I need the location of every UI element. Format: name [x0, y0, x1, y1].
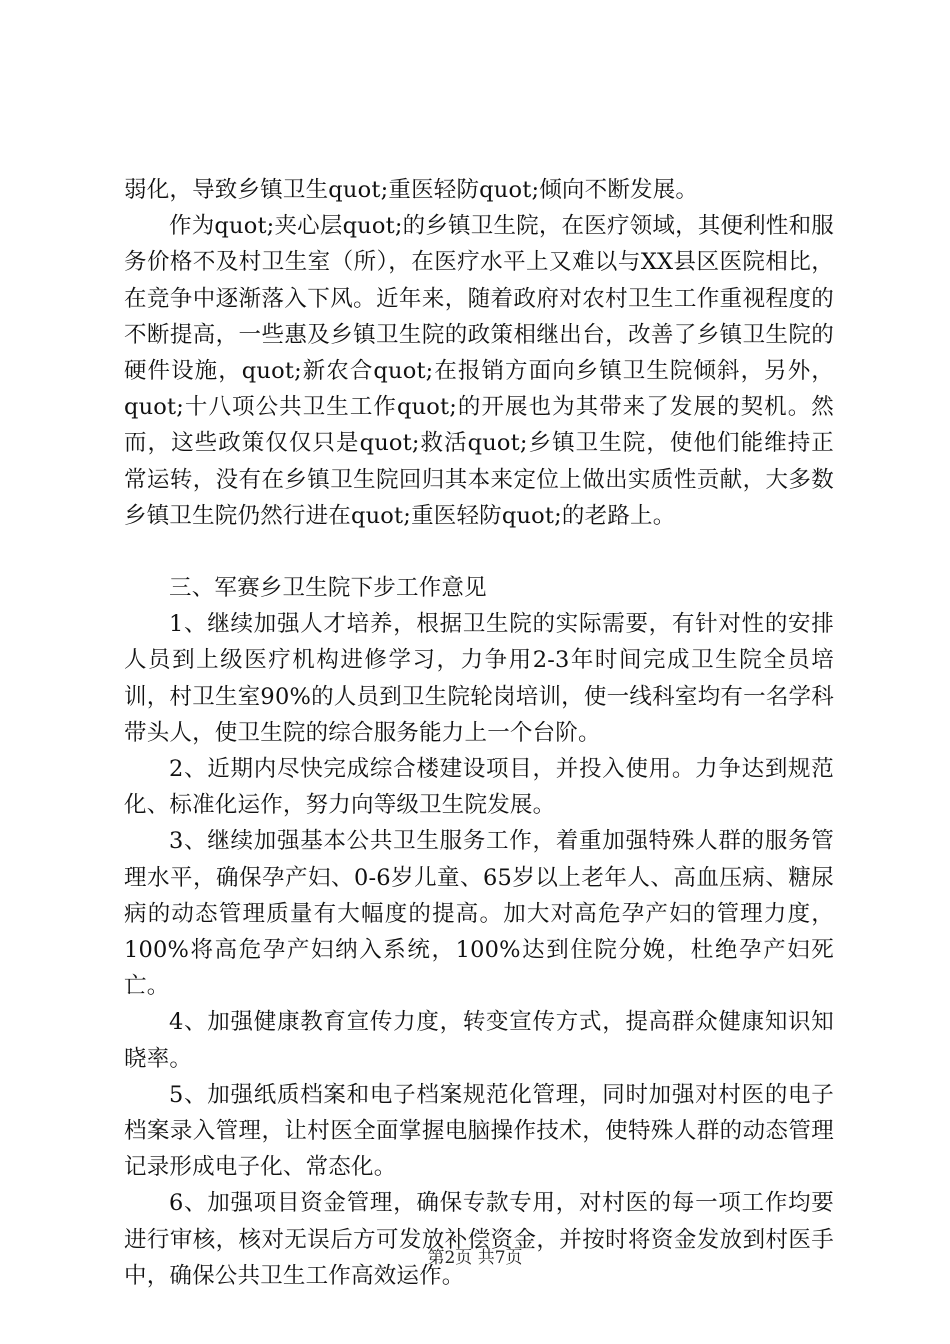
list-item-3: 3、继续加强基本公共卫生服务工作，着重加强特殊人群的服务管理水平，确保孕产妇、0-6岁儿童、65岁以上老年人、高血压病、糖尿病的动态管理质量有大幅度的提高。加大对高危孕产妇的管理力度，100%将高危孕产妇纳入系统，100%达到住院分娩，杜绝孕产妇死亡。 — [124, 828, 834, 1000]
paragraph-continuation: 弱化，导致乡镇卫生quot;重医轻防quot;倾向不断发展。 — [124, 177, 699, 203]
page-number-footer: 第2页 共7页 — [427, 1248, 523, 1268]
list-item-6: 6、加强项目资金管理，确保专款专用，对村医的每一项工作均要进行审核，核对无误后方可发放补偿资金，并按时将资金发放到村医手中，确保公共卫生工作高效运作。 — [124, 1190, 834, 1289]
list-item-2: 2、近期内尽快完成综合楼建设项目，并投入使用。力争达到规范化、标准化运作，努力向等级卫生院发展。 — [124, 756, 834, 819]
list-item-5: 5、加强纸质档案和电子档案规范化管理，同时加强对村医的电子档案录入管理，让村医全面掌握电脑操作技术，使特殊人群的动态管理记录形成电子化、常态化。 — [124, 1081, 834, 1181]
list-item-1: 1、继续加强人才培养，根据卫生院的实际需要，有针对性的安排人员到上级医疗机构进修学习，力争用2-3年时间完成卫生院全员培训，村卫生室90%的人员到卫生院轮岗培训，使一线科室均有一名学科带头人，使卫生院的综合服务能力上一个台阶。 — [124, 611, 834, 746]
document-body — [124, 172, 834, 1294]
list-item-4: 4、加强健康教育宣传力度，转变宣传方式，提高群众健康知识知晓率。 — [124, 1009, 834, 1072]
section-heading: 三、军赛乡卫生院下步工作意见 — [169, 575, 487, 602]
paragraph-sandwich-layer: 作为quot;夹心层quot;的乡镇卫生院，在医疗领域，其便利性和服务价格不及村卫生室（所），在医疗水平上又难以与XX县区医院相比，在竞争中逐渐落入下风。近年来，随着政府对农村卫生工作重视程度的不断提高，一些惠及乡镇卫生院的政策相继出台，改善了乡镇卫生院的硬件设施，quot;新农合quot;在报销方面向乡镇卫生院倾斜，另外，quot;十八项公共卫生工作quot;的开展也为其带来了发展的契机。然而，这些政策仅仅只是quot;救活quot;乡镇卫生院，使他们能维持正常运转，没有在乡镇卫生院回归其本来定位上做出实质性贡献，大多数乡镇卫生院仍然行进在quot;重医轻防quot;的老路上。 — [124, 213, 834, 529]
